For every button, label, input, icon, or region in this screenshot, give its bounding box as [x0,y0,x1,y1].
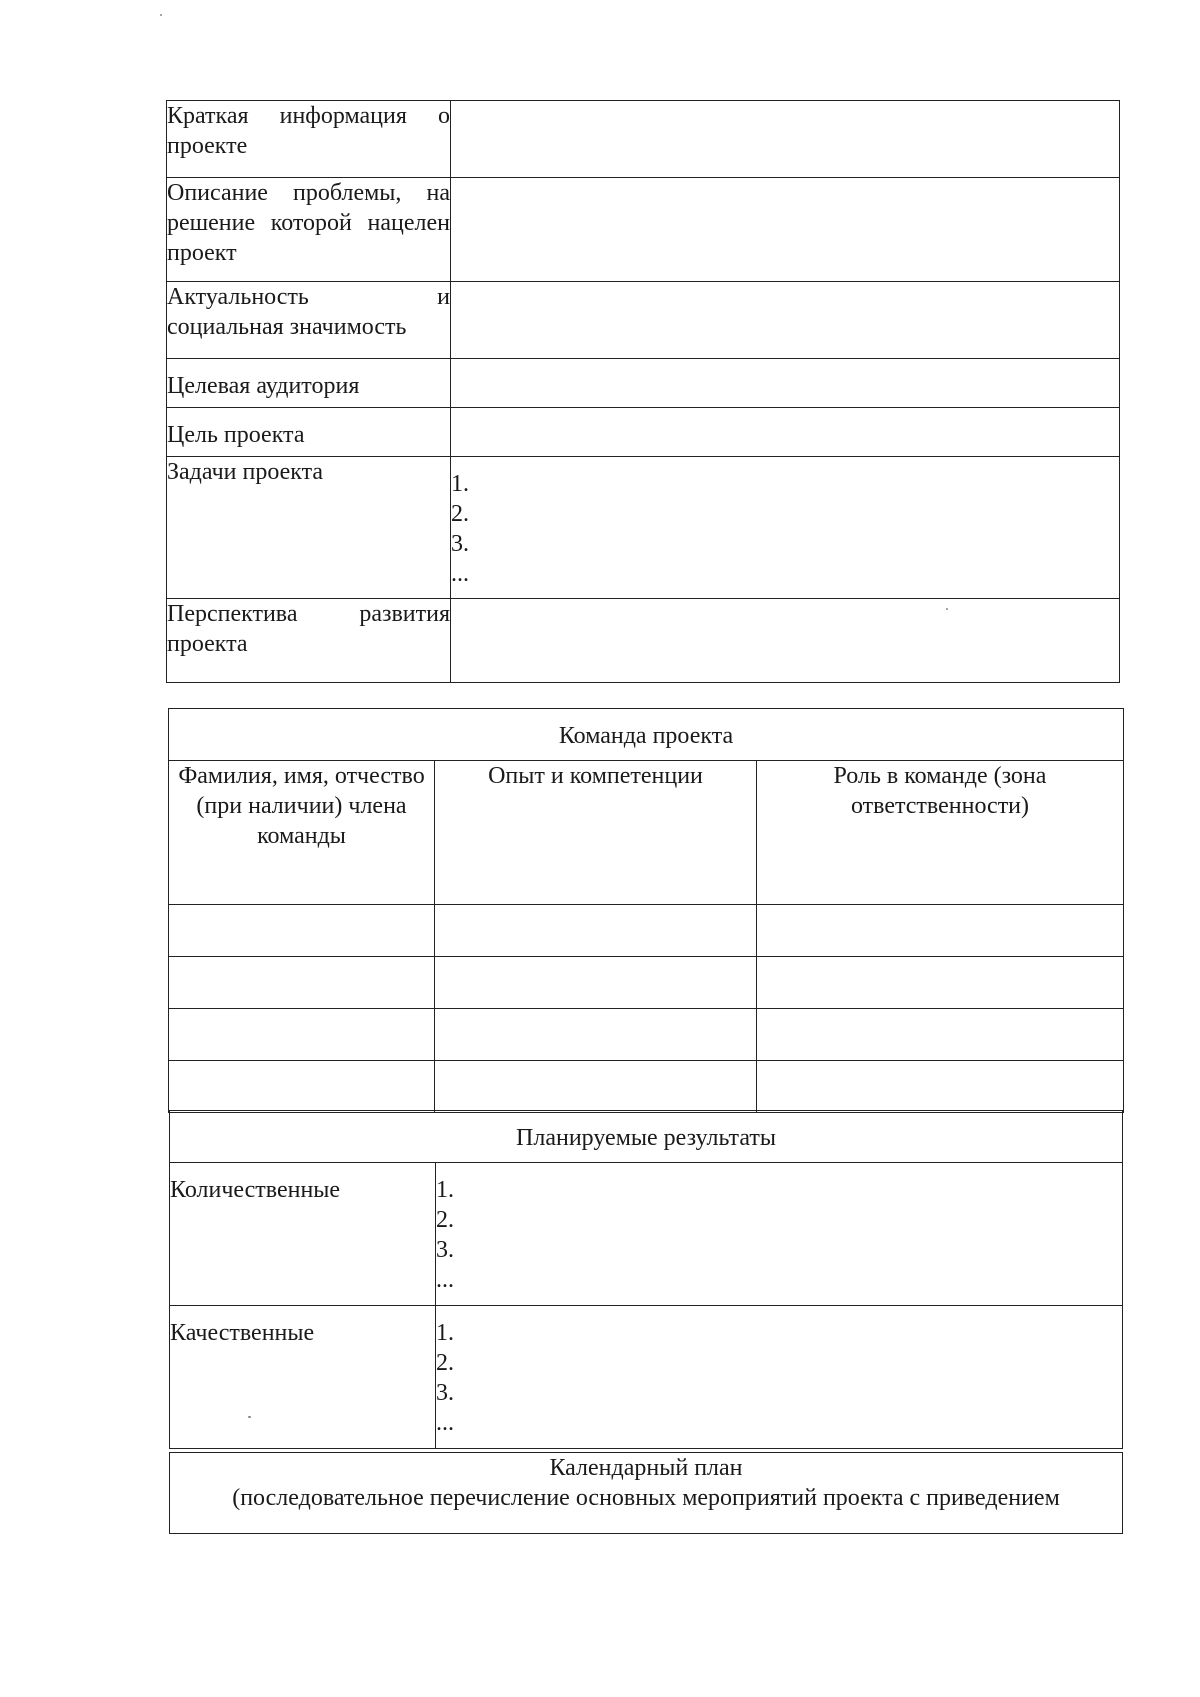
value-cell[interactable] [451,101,1120,178]
table-row [170,1306,1123,1449]
value-cell[interactable] [451,178,1120,282]
table-row [169,761,1124,905]
team-title: Команда проекта [169,709,1124,761]
column-header: Фамилия, имя, отчество (при наличии) члена команды [169,761,435,905]
table-cell[interactable] [435,1061,757,1113]
column-header: Роль в команде (зона ответственности) [757,761,1124,905]
table-row [167,599,1120,683]
results-table [169,1110,1123,1449]
list-item: 1. [451,471,469,497]
table-cell[interactable] [435,905,757,957]
calendar-subtitle: (последовательное перечисление основных мероприятий проекта с приведением [232,1485,1060,1511]
qualitative-list[interactable] [436,1306,1123,1449]
table-row [167,282,1120,359]
results-title: Планируемые результаты [170,1111,1123,1163]
list-item: 3. [436,1380,454,1406]
list-item: 1. [436,1177,454,1203]
scan-speck [160,14,162,16]
scan-speck [946,608,948,610]
row-label: Краткая информация о проекте [167,101,451,178]
quantitative-list[interactable] [436,1163,1123,1306]
list-item: 1. [436,1320,454,1346]
table-row [169,905,1124,957]
table-cell[interactable] [169,1009,435,1061]
project-info-table [166,100,1120,683]
row-label: Целевая аудитория [167,359,451,408]
calendar-title: Календарный план [549,1455,743,1481]
table-cell[interactable] [169,1061,435,1113]
value-cell[interactable] [451,282,1120,359]
list-item: 2. [436,1207,454,1233]
value-cell[interactable] [451,359,1120,408]
list-item: 2. [451,501,469,527]
list-item: 3. [451,531,469,557]
list-item: ... [436,1410,454,1436]
tasks-list[interactable] [451,457,1120,599]
table-row [170,1453,1123,1534]
table-cell[interactable] [757,905,1124,957]
table-row [167,101,1120,178]
row-label: Описание проблемы, на решение которой нацелен проект [167,178,451,282]
scan-speck [248,1416,251,1418]
row-label: Количественные [170,1163,436,1306]
table-row [169,1061,1124,1113]
table-row [170,1163,1123,1306]
calendar-table [169,1452,1123,1534]
list-item: ... [451,561,469,587]
table-cell[interactable] [435,957,757,1009]
table-cell[interactable] [757,1009,1124,1061]
team-table [168,708,1124,1113]
list-item: 3. [436,1237,454,1263]
table-row [169,1009,1124,1061]
list-item: ... [436,1267,454,1293]
value-cell[interactable] [451,408,1120,457]
table-cell[interactable] [757,957,1124,1009]
value-cell[interactable] [451,599,1120,683]
table-cell[interactable] [757,1061,1124,1113]
table-row [169,709,1124,761]
row-label: Перспектива развития проекта [167,599,451,683]
table-row [167,457,1120,599]
row-label: Актуальность и социальная значимость [167,282,451,359]
row-label: Качественные [170,1306,436,1449]
column-header: Опыт и компетенции [435,761,757,905]
row-label: Задачи проекта [167,457,451,599]
table-cell[interactable] [169,905,435,957]
table-cell[interactable] [435,1009,757,1061]
table-row [167,359,1120,408]
calendar-header [170,1453,1123,1534]
list-item: 2. [436,1350,454,1376]
table-row [167,408,1120,457]
table-cell[interactable] [169,957,435,1009]
row-label: Цель проекта [167,408,451,457]
table-row [169,957,1124,1009]
table-row [170,1111,1123,1163]
table-row [167,178,1120,282]
